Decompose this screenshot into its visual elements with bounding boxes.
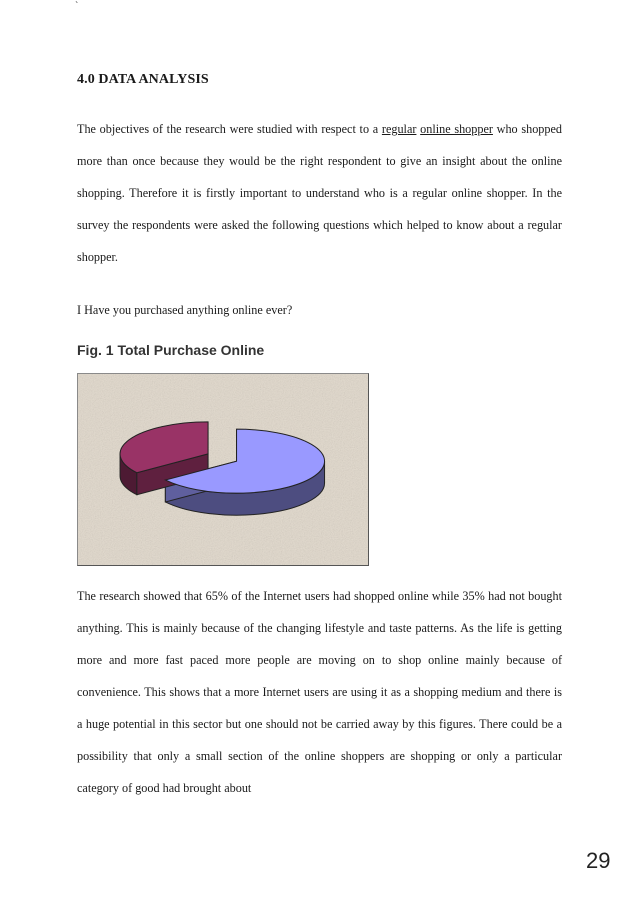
analysis-paragraph: The research showed that 65% of the Internet users had shopped online while 35% had not bought anything. This is mainly because of the changing lifestyle and taste patterns. As the life is getting more and more fast paced more people are moving on to shop online mainly because of convenience. This shows that a more Internet users are using it as a shopping medium and there is a huge potential in this sector but one should not be carried away by this figures. There could be a possibility that only a small section of the online shoppers are shopping or only a particular category of good had brought about (77, 589, 562, 795)
stray-mark: ` (75, 1, 79, 12)
section-heading: 4.0 DATA ANALYSIS (77, 72, 209, 87)
underlined-term-regular: regular (381, 122, 417, 136)
pie-chart-frame (77, 373, 369, 566)
pie-chart (78, 374, 368, 565)
intro-text-start: The objectives of the research were studied with respect to a (77, 122, 382, 136)
figure-title: Fig. 1 Total Purchase Online (77, 342, 265, 358)
survey-question: I Have you purchased anything online ever? (77, 303, 293, 317)
intro-paragraph (77, 113, 562, 273)
underlined-term-online-shopper: online shopper (420, 122, 493, 136)
page-number: 29 (586, 848, 611, 873)
intro-text-end: who shopped more than once because they would be the right respondent to give an insight about the online shopping. Therefore it is firstly important to understand who is a regular online shopper. In the survey the respondents were asked the following questions which helped to know about a regular shopper. (77, 122, 562, 264)
